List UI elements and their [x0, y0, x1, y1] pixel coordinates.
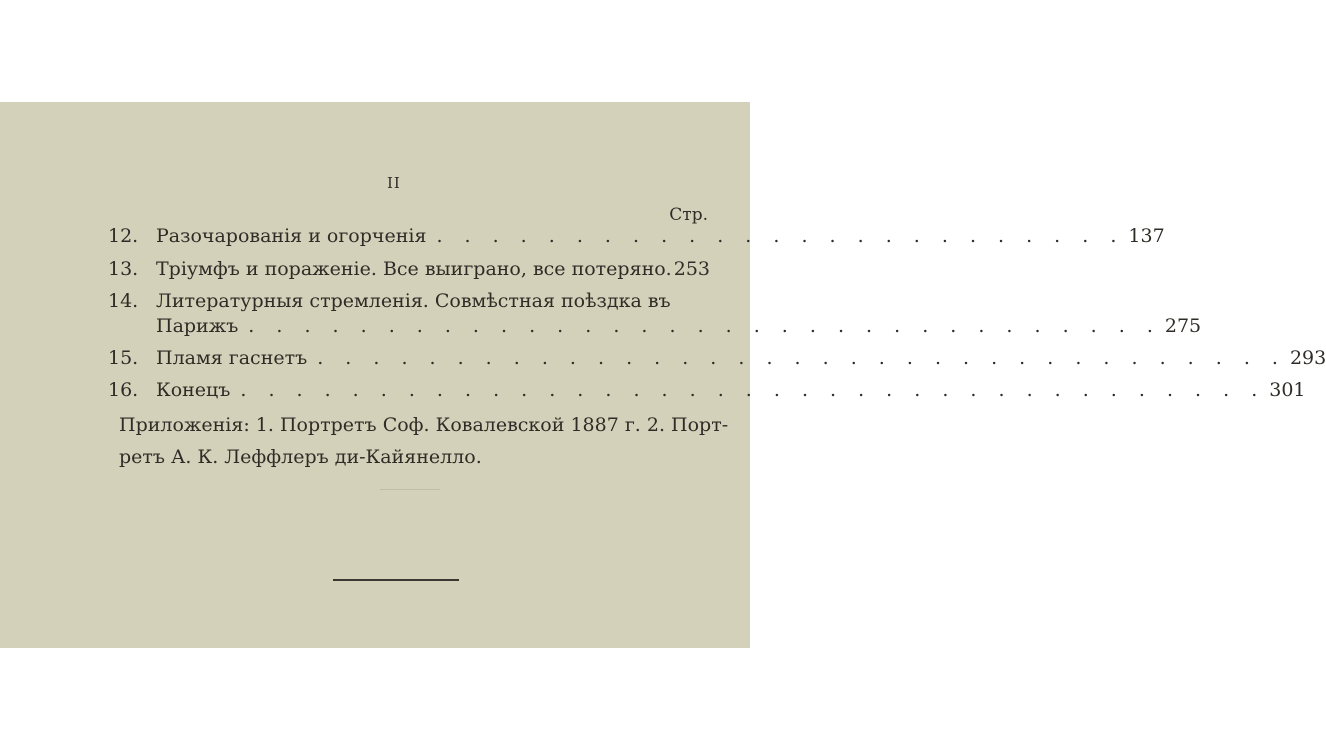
- toc-leader-dots: . . . . . . . . . . . . . . . . . . . . . . . . . . . . . . . . . . . . .: [240, 379, 1266, 401]
- appendix-note: [119, 409, 729, 473]
- toc-entry-title: Разочарованія и огорченія: [156, 225, 427, 247]
- toc-entry: [108, 257, 710, 281]
- section-divider: [333, 579, 459, 581]
- toc-entry-title: Тріумфъ и пораженіе. Все выиграно, все потеряно.: [156, 258, 672, 280]
- bleed-through-text: [120, 497, 680, 530]
- toc-entry-page: 137: [1128, 225, 1165, 247]
- toc-entry: [108, 289, 710, 313]
- toc-leader-dots: . . . . . . . . . . . . . . . . . . . . . . . . . . . . . . . . . . .: [317, 347, 1286, 369]
- toc-entry-page: 293: [1289, 347, 1326, 369]
- toc-entry-number: 13.: [108, 258, 139, 280]
- page-number: II: [387, 174, 401, 192]
- book-page: [0, 102, 1326, 648]
- toc-entry: [108, 378, 1306, 402]
- appendix-line: ретъ А. К. Леффлеръ ди-Кайянелло.: [119, 446, 482, 468]
- toc-entry-page: 301: [1269, 379, 1306, 401]
- toc-entry-continuation: [156, 314, 1202, 338]
- toc-entry-number: 16.: [108, 379, 139, 401]
- page-column-label: Стр.: [669, 205, 708, 225]
- bleed-through-rule: [380, 489, 440, 490]
- toc-entry-title: Конецъ: [156, 379, 231, 401]
- toc-entry-title-continued: Парижъ: [156, 315, 239, 337]
- toc-entry: [108, 346, 1326, 370]
- toc-entry-page: 275: [1164, 315, 1202, 337]
- toc-entry-number: 15.: [108, 347, 139, 369]
- toc-leader-dots: . . . . . . . . . . . . . . . . . . . . . . . . .: [436, 225, 1125, 247]
- appendix-line: Приложенія: 1. Портретъ Соф. Ковалевской 1887 г. 2. Порт-: [119, 414, 729, 436]
- toc-entry-title: Пламя гаснетъ: [156, 347, 308, 369]
- toc-leader-dots: . . . . . . . . . . . . . . . . . . . . . . . . . . . . . . . . .: [248, 315, 1161, 337]
- toc-entry-number: 14.: [108, 290, 139, 312]
- toc-entry-page: 253: [673, 258, 710, 280]
- toc-entry-title: Литературныя стремленія. Совмѣстная поѣздка въ: [156, 290, 671, 312]
- toc-entry: [108, 224, 1165, 248]
- toc-entry-number: 12.: [108, 225, 139, 247]
